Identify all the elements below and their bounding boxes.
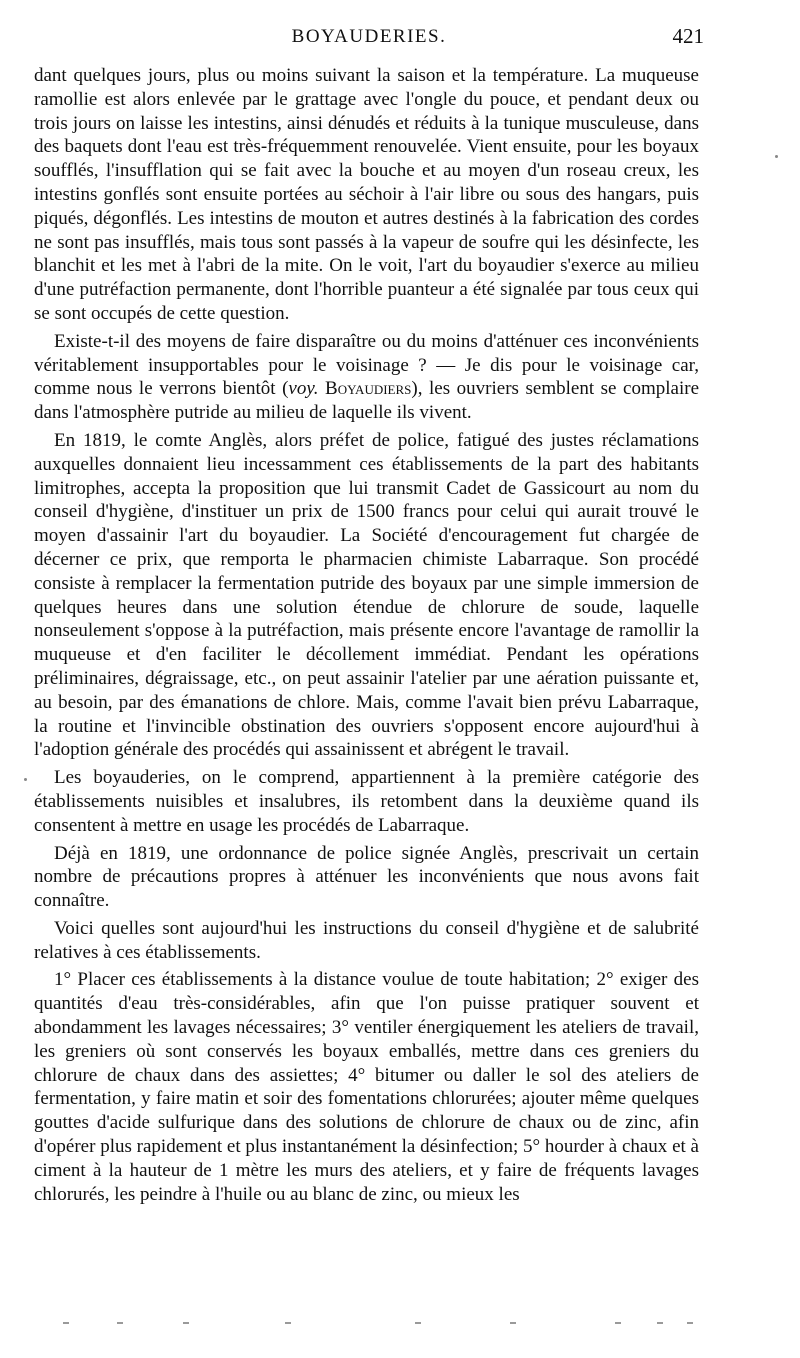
paragraph (34, 330, 699, 425)
running-title: BOYAUDERIES. (291, 26, 447, 47)
paragraph-text: Voici quelles sont aujourd'hui les instructions du conseil d'hygiène et de salubrité relatives à ces établissements. (34, 917, 699, 963)
paragraph-text: ), les ouvriers semblent se complaire dans l'atmosphère putride au milieu de laquelle ils vivent. (34, 378, 700, 424)
paragraph (34, 766, 699, 837)
margin-speck (775, 155, 778, 158)
paragraph-text: Existe-t-il des moyens de faire disparaître ou du moins d'atténuer ces inconvénients véritablement insupportables pour le voisinage ? — Je dis pour le voisinage car, comme nous le verrons bientôt ( (34, 330, 699, 400)
bottom-bleed-through-marks (55, 1318, 705, 1328)
paragraph-text: dant quelques jours, plus ou moins suivant la saison et la température. La muqueuse ramollie est alors enlevée par le grattage avec l'ongle du pouce, et pendant deux ou trois jours on laisse les intestins, ainsi dénudés et réduits à la tunique musculeuse, dans des baquets dont l'eau est très-fréquemment renouvelée. Vient ensuite, pour les boyaux soufflés, l'insufflation qui se fait avec la bouche et au moyen d'un roseau creux, les intestins gonflés sont ensuite portées au séchoir à l'air libre ou sous des hangars, puis piqués, dégonflés. Les intestins de mouton et autres destinés à la fabrication des cordes ne sont pas insufflés, mais tous sont passés à la vapeur de soufre qui les désinfecte, les blanchit et les met à l'abri de la mite. On le voit, l'art du boyaudier s'exerce au milieu d'une putréfaction permanente, dont l'horrible puanteur a été signalée par tous ceux qui se sont occupés de cette question. (34, 65, 699, 324)
paragraph (34, 429, 699, 762)
page-header (34, 26, 704, 54)
continued-paragraph (34, 64, 699, 326)
paragraph-text: 1° Placer ces établissements à la distance voulue de toute habitation; 2° exiger des quantités d'eau très-considérables, afin que l'on puisse pratiquer souvent et abondamment les lavages nécessaires; 3° ventiler énergiquement les ateliers de travail, les greniers où sont conservés les boyaux emballés, mettre dans ces greniers du chlorure de chaux dans des assiettes; 4° bitumer ou daller le sol des ateliers de fermentation, y faire matin et soir des fomentations chlorurées; ajouter même quelques gouttes d'acide sulfurique dans des solutions de chlorure de chaux ou de zinc, afin d'opérer plus rapidement et plus instantanément la désinfection; 5° hourder à chaux et à ciment à la hauteur de 1 mètre les murs des ateliers, et y faire de fréquents lavages chlorurés, les peindre à l'huile ou au blanc de zinc, ou mieux les (34, 969, 699, 1205)
paragraph (34, 917, 699, 965)
page-number: 421 (672, 24, 704, 48)
paragraph-text: Déjà en 1819, une ordonnance de police signée Anglès, prescrivait un certain nombre de précautions propres à atténuer les inconvénients que nous avons fait connaître. (34, 842, 699, 912)
margin-speck (24, 778, 27, 781)
paragraph-text: Les boyauderies, on le comprend, appartiennent à la première catégorie des établissements nuisibles et insalubres, ils retombent dans la deuxième quand ils consentent à mettre en usage les procédés de Labarraque. (34, 767, 699, 836)
paragraph-text: En 1819, le comte Anglès, alors préfet de police, fatigué des justes réclamations auxquelles donnaient lieu incessamment ces établissements de la part des habitants limitrophes, accepta la proposition que lui transmit Cadet de Gassicourt au nom du conseil d'hygiène, d'instituer un prix de 1500 francs pour celui qui aurait trouvé le moyen d'assainir l'art du boyaudier. La Société d'encouragement fut chargée de décerner ce prix, que remporta le pharmacien chimiste Labarraque. Son procédé consiste à remplacer la fermentation putride des boyaux par une simple immersion de quelques heures dans une solution étendue de chlorure de soude, laquelle nonseulement s'oppose à la putréfaction, mais présente encore l'avantage de ramollir la muqueuse et d'en faciliter le décollement immédiat. Pendant les opérations préliminaires, dégraissage, etc., on peut assainir l'atelier par une aération puissante et, au besoin, par des émanations de chlore. Mais, comme l'avait bien prévu Labarraque, la routine et l'invincible obstination des ouvriers s'opposent encore aujourd'hui à l'adoption générale des procédés qui assainissent et abrégent le travail. (34, 429, 699, 761)
cross-reference: Boyaudiers (325, 378, 412, 400)
paragraph (34, 842, 699, 913)
paragraph (34, 968, 699, 1206)
body-text (34, 64, 699, 1210)
italic-abbreviation: voy. (288, 378, 319, 400)
